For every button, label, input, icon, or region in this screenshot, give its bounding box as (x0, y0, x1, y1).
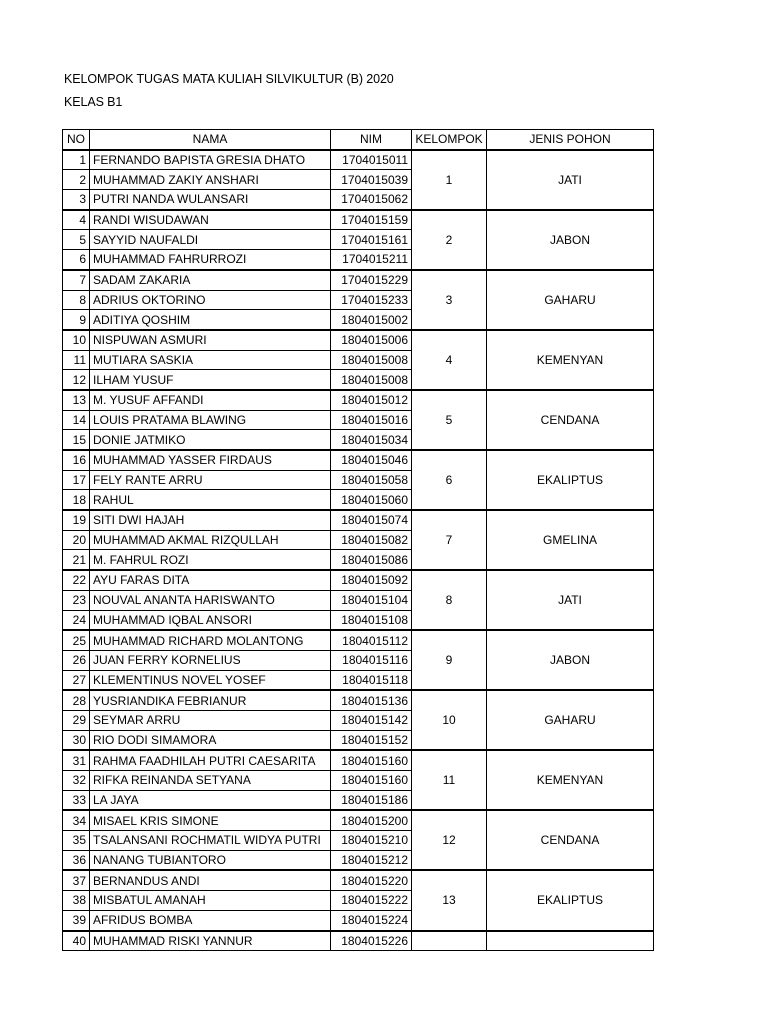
row-number: 21 (63, 550, 90, 570)
student-name: SAYYID NAUFALDI (90, 230, 331, 250)
class-label: KELAS B1 (64, 95, 123, 109)
student-nim: 1704015159 (331, 210, 412, 230)
student-nim: 1704015211 (331, 250, 412, 270)
row-number: 10 (63, 330, 90, 350)
student-nim: 1804015224 (331, 910, 412, 930)
student-nim: 1804015012 (331, 390, 412, 410)
student-nim: 1804015220 (331, 870, 412, 890)
student-nim: 1804015092 (331, 570, 412, 590)
student-name: M. YUSUF AFFANDI (90, 390, 331, 410)
student-name: MUHAMMAD IQBAL ANSORI (90, 610, 331, 630)
table-row (63, 870, 654, 890)
student-nim: 1804015082 (331, 530, 412, 550)
student-nim: 1704015161 (331, 230, 412, 250)
table-row (63, 150, 654, 170)
tree-species: EKALIPTUS (487, 870, 654, 930)
student-name: BERNANDUS ANDI (90, 870, 331, 890)
table-row (63, 390, 654, 410)
student-nim: 1704015062 (331, 190, 412, 210)
student-name: RIO DODI SIMAMORA (90, 730, 331, 750)
student-nim: 1804015104 (331, 590, 412, 610)
group-number: 7 (412, 510, 487, 570)
row-number: 16 (63, 450, 90, 470)
student-name: AFRIDUS BOMBA (90, 910, 331, 930)
group-number: 11 (412, 750, 487, 810)
group-number: 1 (412, 150, 487, 210)
student-nim: 1804015200 (331, 810, 412, 830)
student-nim: 1804015212 (331, 850, 412, 870)
row-number: 35 (63, 831, 90, 851)
row-number: 7 (63, 270, 90, 290)
tree-species: JABON (487, 210, 654, 270)
student-name: MUTIARA SASKIA (90, 350, 331, 370)
student-nim: 1704015011 (331, 150, 412, 170)
row-number: 28 (63, 690, 90, 710)
tree-species: GAHARU (487, 270, 654, 330)
group-number: 9 (412, 630, 487, 690)
student-name: KLEMENTINUS NOVEL YOSEF (90, 670, 331, 690)
tree-species: CENDANA (487, 390, 654, 450)
column-header-jenis-pohon: JENIS POHON (487, 130, 654, 150)
student-name: LA JAYA (90, 790, 331, 810)
row-number: 30 (63, 730, 90, 750)
tree-species: JABON (487, 630, 654, 690)
row-number: 13 (63, 390, 90, 410)
student-name: M. FAHRUL ROZI (90, 550, 331, 570)
row-number: 17 (63, 470, 90, 490)
row-number: 31 (63, 750, 90, 770)
student-name: MUHAMMAD YASSER FIRDAUS (90, 450, 331, 470)
student-name: ILHAM YUSUF (90, 370, 331, 390)
row-number: 20 (63, 530, 90, 550)
row-number: 2 (63, 170, 90, 190)
row-number: 19 (63, 510, 90, 530)
student-nim: 1704015039 (331, 170, 412, 190)
table-row (63, 630, 654, 650)
student-name: SEYMAR ARRU (90, 710, 331, 730)
table-row (63, 570, 654, 590)
group-number: 4 (412, 330, 487, 390)
row-number: 9 (63, 310, 90, 330)
student-nim: 1804015008 (331, 370, 412, 390)
row-number: 38 (63, 891, 90, 911)
row-number: 40 (63, 931, 90, 951)
student-name: RANDI WISUDAWAN (90, 210, 331, 230)
row-number: 8 (63, 290, 90, 310)
table-row (63, 810, 654, 830)
student-name: FELY RANTE ARRU (90, 470, 331, 490)
table-row (63, 750, 654, 770)
student-nim: 1804015136 (331, 690, 412, 710)
column-header-nim: NIM (331, 130, 412, 150)
group-number (412, 931, 487, 951)
student-nim: 1704015229 (331, 270, 412, 290)
row-number: 18 (63, 490, 90, 510)
table-row (63, 690, 654, 710)
tree-species: GAHARU (487, 690, 654, 750)
group-number: 3 (412, 270, 487, 330)
student-name: MISBATUL AMANAH (90, 891, 331, 911)
tree-species: JATI (487, 150, 654, 210)
row-number: 27 (63, 670, 90, 690)
student-name: SITI DWI HAJAH (90, 510, 331, 530)
group-number: 13 (412, 870, 487, 930)
student-nim: 1804015034 (331, 430, 412, 450)
tree-species: GMELINA (487, 510, 654, 570)
group-number: 2 (412, 210, 487, 270)
student-nim: 1804015074 (331, 510, 412, 530)
row-number: 25 (63, 630, 90, 650)
row-number: 22 (63, 570, 90, 590)
student-name: LOUIS PRATAMA BLAWING (90, 410, 331, 430)
student-nim: 1804015108 (331, 610, 412, 630)
column-header-no: NO (63, 130, 90, 150)
student-name: MUHAMMAD ZAKIY ANSHARI (90, 170, 331, 190)
group-number: 10 (412, 690, 487, 750)
row-number: 32 (63, 771, 90, 791)
row-number: 12 (63, 370, 90, 390)
student-nim: 1804015226 (331, 931, 412, 951)
group-table (62, 129, 654, 951)
tree-species (487, 931, 654, 951)
student-nim: 1804015160 (331, 771, 412, 791)
student-name: MUHAMMAD FAHRURROZI (90, 250, 331, 270)
student-name: PUTRI NANDA WULANSARI (90, 190, 331, 210)
tree-species: KEMENYAN (487, 750, 654, 810)
student-name: NOUVAL ANANTA HARISWANTO (90, 590, 331, 610)
row-number: 37 (63, 870, 90, 890)
table-row (63, 931, 654, 951)
student-nim: 1804015142 (331, 710, 412, 730)
student-name: MUHAMMAD RICHARD MOLANTONG (90, 630, 331, 650)
student-name: RIFKA REINANDA SETYANA (90, 771, 331, 791)
group-number: 6 (412, 450, 487, 510)
row-number: 33 (63, 790, 90, 810)
student-name: ADITIYA QOSHIM (90, 310, 331, 330)
group-number: 12 (412, 810, 487, 870)
student-nim: 1804015186 (331, 790, 412, 810)
row-number: 34 (63, 810, 90, 830)
group-number: 5 (412, 390, 487, 450)
student-nim: 1804015116 (331, 650, 412, 670)
column-header-nama: NAMA (90, 130, 331, 150)
row-number: 11 (63, 350, 90, 370)
student-name: TSALANSANI ROCHMATIL WIDYA PUTRI (90, 831, 331, 851)
column-header-kelompok: KELOMPOK (412, 130, 487, 150)
student-name: MUHAMMAD RISKI YANNUR (90, 931, 331, 951)
student-nim: 1804015008 (331, 350, 412, 370)
student-nim: 1804015160 (331, 750, 412, 770)
student-nim: 1804015016 (331, 410, 412, 430)
row-number: 15 (63, 430, 90, 450)
row-number: 26 (63, 650, 90, 670)
table-row (63, 510, 654, 530)
row-number: 24 (63, 610, 90, 630)
row-number: 3 (63, 190, 90, 210)
tree-species: CENDANA (487, 810, 654, 870)
student-nim: 1804015112 (331, 630, 412, 650)
student-name: JUAN FERRY KORNELIUS (90, 650, 331, 670)
row-number: 14 (63, 410, 90, 430)
student-name: NISPUWAN ASMURI (90, 330, 331, 350)
student-name: FERNANDO BAPISTA GRESIA DHATO (90, 150, 331, 170)
student-nim: 1804015002 (331, 310, 412, 330)
student-nim: 1804015118 (331, 670, 412, 690)
table-row (63, 450, 654, 470)
student-name: NANANG TUBIANTORO (90, 850, 331, 870)
row-number: 29 (63, 710, 90, 730)
tree-species: JATI (487, 570, 654, 630)
student-name: ADRIUS OKTORINO (90, 290, 331, 310)
row-number: 5 (63, 230, 90, 250)
row-number: 4 (63, 210, 90, 230)
student-name: DONIE JATMIKO (90, 430, 331, 450)
row-number: 1 (63, 150, 90, 170)
table-row (63, 270, 654, 290)
student-nim: 1804015046 (331, 450, 412, 470)
document-title: KELOMPOK TUGAS MATA KULIAH SILVIKULTUR (B) 2020 (64, 72, 394, 86)
table-header-row (63, 130, 654, 150)
student-name: YUSRIANDIKA FEBRIANUR (90, 690, 331, 710)
student-nim: 1804015222 (331, 891, 412, 911)
tree-species: EKALIPTUS (487, 450, 654, 510)
student-nim: 1704015233 (331, 290, 412, 310)
student-nim: 1804015006 (331, 330, 412, 350)
table-row (63, 210, 654, 230)
row-number: 39 (63, 910, 90, 930)
table-row (63, 330, 654, 350)
student-nim: 1804015152 (331, 730, 412, 750)
student-name: RAHUL (90, 490, 331, 510)
row-number: 36 (63, 850, 90, 870)
student-nim: 1804015086 (331, 550, 412, 570)
row-number: 23 (63, 590, 90, 610)
row-number: 6 (63, 250, 90, 270)
student-name: RAHMA FAADHILAH PUTRI CAESARITA (90, 750, 331, 770)
group-number: 8 (412, 570, 487, 630)
table-body (63, 150, 654, 951)
student-nim: 1804015060 (331, 490, 412, 510)
student-nim: 1804015058 (331, 470, 412, 490)
student-name: AYU FARAS DITA (90, 570, 331, 590)
tree-species: KEMENYAN (487, 330, 654, 390)
student-name: SADAM ZAKARIA (90, 270, 331, 290)
student-name: MUHAMMAD AKMAL RIZQULLAH (90, 530, 331, 550)
student-nim: 1804015210 (331, 831, 412, 851)
student-name: MISAEL KRIS SIMONE (90, 810, 331, 830)
